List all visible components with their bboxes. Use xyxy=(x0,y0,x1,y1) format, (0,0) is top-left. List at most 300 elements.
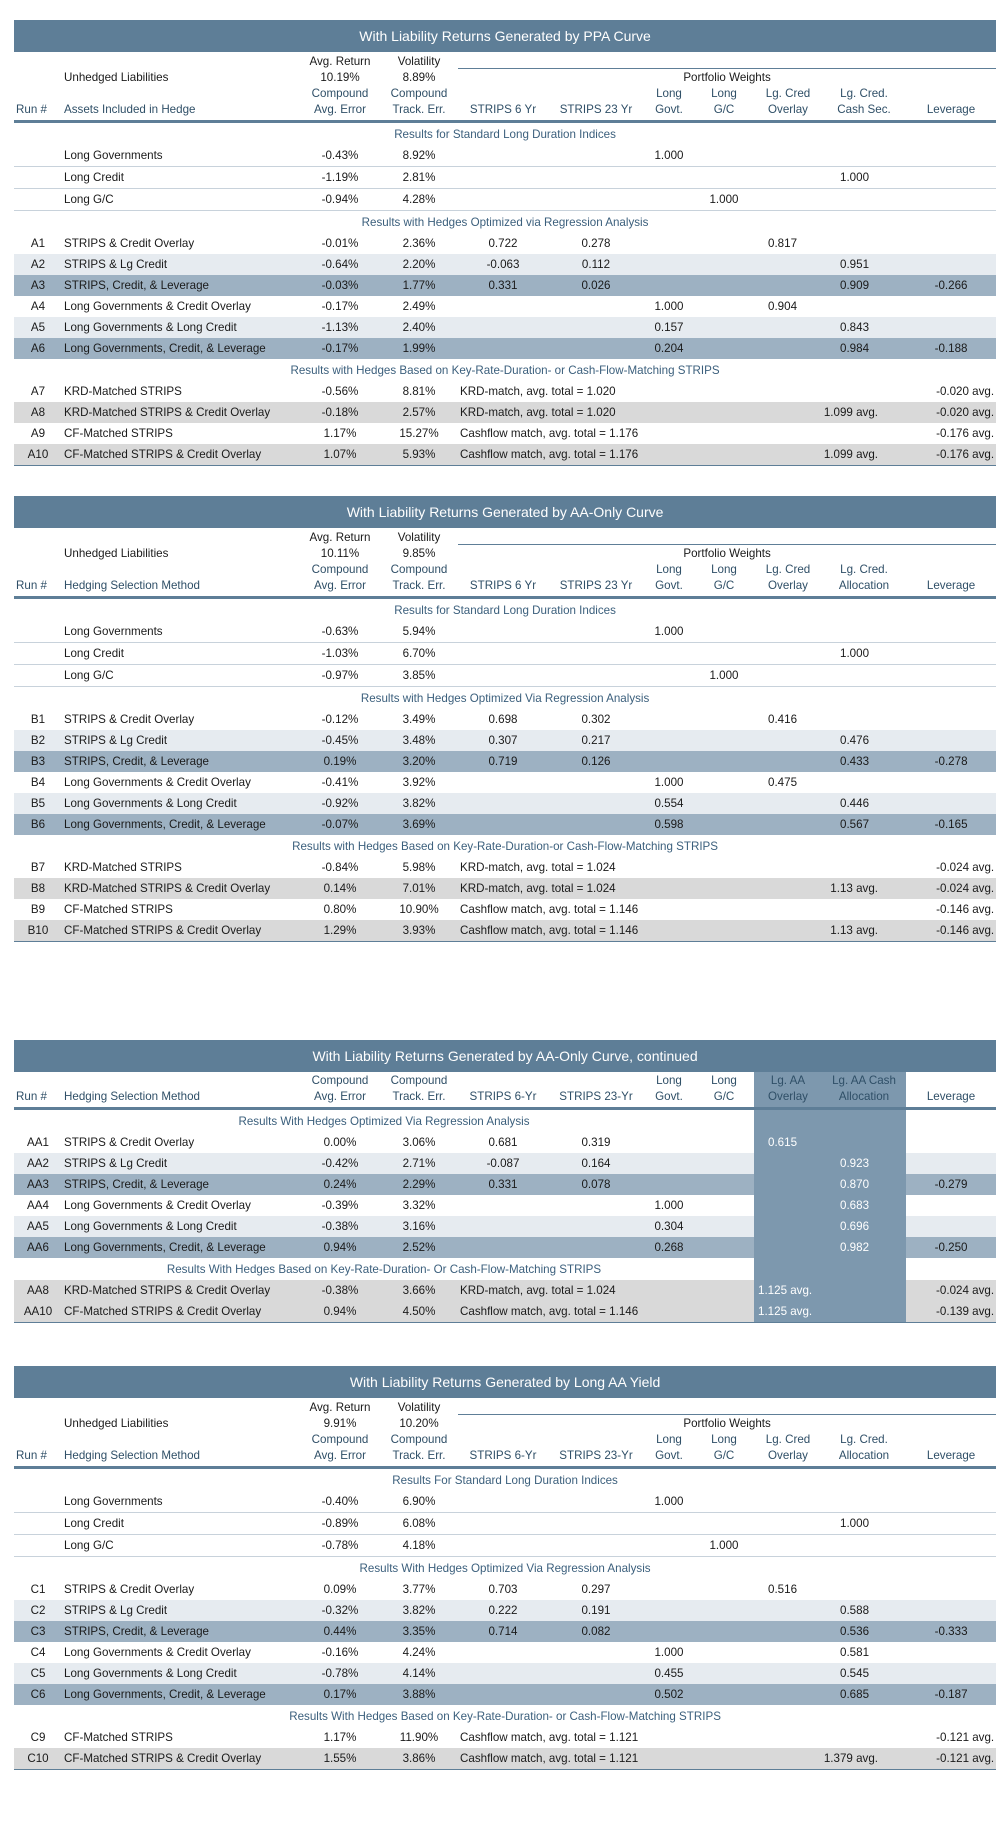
section-heading: Results For Standard Long Duration Indices xyxy=(392,1473,618,1487)
table-cell: 0.817 xyxy=(768,237,798,250)
col-header: Leverage xyxy=(906,1447,996,1468)
table-cell: 6.90% xyxy=(380,1491,458,1513)
table-cell: B2 xyxy=(14,730,62,751)
col-header: Track. Err. xyxy=(380,1088,458,1109)
table-cell: 4.24% xyxy=(402,1646,436,1659)
table-cell: -0.07% xyxy=(300,814,380,835)
table-cell: 5.98% xyxy=(402,861,436,874)
section-heading: Results for Standard Long Duration Indices xyxy=(394,603,616,617)
table-cell: CF-Matched STRIPS xyxy=(64,1731,173,1744)
table-cell: 0.078 xyxy=(548,1174,644,1195)
table-cell: Long Governments & Long Credit xyxy=(62,793,300,814)
col-header: Leverage xyxy=(906,577,996,598)
table-cell: STRIPS & Lg Credit xyxy=(62,730,300,751)
table-cell: 1.000 xyxy=(644,621,694,643)
table-cell: 3.20% xyxy=(380,751,458,772)
table-cell xyxy=(694,1621,754,1642)
table-title: With Liability Returns Generated by Long AA Yield xyxy=(14,1366,996,1398)
table-cell: Cashflow match, avg. total = 1.176 xyxy=(460,427,639,440)
table-cell xyxy=(906,1513,996,1535)
table-row xyxy=(14,1748,996,1770)
table-cell xyxy=(754,167,822,189)
table-cell: -0.024 avg. xyxy=(936,861,995,874)
table-cell xyxy=(694,275,754,296)
table-cell xyxy=(694,1491,754,1513)
col-header: Lg. Cred xyxy=(765,563,811,576)
table-cell xyxy=(822,1535,906,1557)
table-cell: 3.66% xyxy=(380,1280,458,1301)
table-cell: 0.112 xyxy=(548,254,644,275)
table-cell: STRIPS & Credit Overlay xyxy=(64,1583,195,1596)
table-row xyxy=(14,338,996,359)
table-cell: -0.020 avg. xyxy=(936,385,995,398)
table-cell: C4 xyxy=(30,1646,46,1659)
table-row xyxy=(14,317,996,338)
table-cell: -0.92% xyxy=(300,793,380,814)
table-cell: 1.99% xyxy=(380,338,458,359)
table-cell: -0.64% xyxy=(300,254,380,275)
table-cell: C3 xyxy=(14,1621,62,1642)
table-cell: B3 xyxy=(14,751,62,772)
col-header: Run # xyxy=(14,577,62,598)
table-cell: AA6 xyxy=(14,1237,62,1258)
section-heading: Results With Hedges Based on Key-Rate-Duration- or Cash-Flow-Matching STRIPS xyxy=(289,1709,721,1723)
section-heading: Results for Standard Long Duration Indices xyxy=(394,127,616,141)
table-cell xyxy=(906,189,996,211)
table-cell xyxy=(754,665,822,687)
table-cell xyxy=(754,857,906,878)
table-cell: AA8 xyxy=(14,1280,62,1301)
col-header: Compound xyxy=(311,1433,369,1446)
table-cell: C9 xyxy=(30,1731,46,1744)
section-heading: Results With Hedges Optimized Via Regression Analysis xyxy=(14,1557,996,1580)
table-cell xyxy=(694,709,754,730)
table-cell xyxy=(694,1642,754,1663)
table-cell xyxy=(14,145,62,167)
col-header: Lg. AA xyxy=(754,1072,822,1088)
table-cell xyxy=(548,772,644,793)
table-cell xyxy=(754,423,906,444)
table-cell xyxy=(754,1684,822,1705)
table-cell: 0.588 xyxy=(822,1600,906,1621)
table-cell: CF-Matched STRIPS & Credit Overlay xyxy=(62,920,300,942)
table-cell xyxy=(754,1535,822,1557)
table-cell: Cashflow match, avg. total = 1.146 xyxy=(458,1301,754,1323)
table-cell xyxy=(548,793,644,814)
table-cell: 3.86% xyxy=(380,1748,458,1770)
table-cell: B9 xyxy=(30,903,46,916)
table-cell: A2 xyxy=(14,254,62,275)
table-cell: 0.545 xyxy=(822,1663,906,1684)
table-row xyxy=(14,1153,996,1174)
table-cell: Long Governments xyxy=(62,621,300,643)
table-cell: 1.29% xyxy=(300,920,380,942)
table-cell xyxy=(694,730,754,751)
table-cell: KRD-Matched STRIPS xyxy=(64,861,182,874)
avg-return-value: 9.91% xyxy=(323,1417,357,1430)
table-cell: STRIPS, Credit, & Leverage xyxy=(62,751,300,772)
table-cell: B1 xyxy=(30,713,46,726)
table-cell xyxy=(822,189,906,211)
table-cell: 0.302 xyxy=(581,713,611,726)
table-row xyxy=(14,1579,996,1600)
table-cell: -0.84% xyxy=(321,861,359,874)
col-header: Run # xyxy=(14,1088,62,1109)
table-cell: 0.80% xyxy=(323,903,357,916)
table-cell: 1.13 avg. xyxy=(754,878,906,899)
table-cell xyxy=(906,1132,996,1153)
table-cell: 4.28% xyxy=(380,189,458,211)
table-cell: 0.026 xyxy=(548,275,644,296)
table-row xyxy=(14,878,996,899)
table-cell: KRD-match, avg. total = 1.020 xyxy=(458,402,754,423)
table-cell: 0.14% xyxy=(300,878,380,899)
table-cell xyxy=(754,254,822,275)
table-cell: 3.06% xyxy=(402,1136,436,1149)
table-cell: -0.43% xyxy=(300,145,380,167)
table-cell: -0.41% xyxy=(321,776,359,789)
table-cell xyxy=(754,643,822,665)
table-cell xyxy=(458,189,548,211)
table-cell: AA10 xyxy=(14,1301,62,1323)
section-heading: Results with Hedges Optimized via Regression Analysis xyxy=(14,211,996,234)
table-cell xyxy=(458,1216,548,1237)
table-cell xyxy=(754,145,822,167)
table-cell: KRD-match, avg. total = 1.020 xyxy=(460,385,616,398)
table-cell xyxy=(754,751,822,772)
table-cell xyxy=(754,189,822,211)
table-cell: 2.36% xyxy=(402,237,436,250)
table-cell: Long Credit xyxy=(62,1513,300,1535)
table-cell: 1.13 avg. xyxy=(754,920,906,942)
table-cell: 0.94% xyxy=(300,1237,380,1258)
table-cell: 0.722 xyxy=(488,237,518,250)
col-header: Lg. AA Cash xyxy=(822,1072,906,1088)
avg-return-label: Avg. Return xyxy=(309,1400,371,1414)
table-cell: 0.268 xyxy=(644,1237,694,1258)
table-cell xyxy=(548,1513,644,1535)
table-cell: -0.176 avg. xyxy=(936,427,995,440)
table-cell xyxy=(548,1216,644,1237)
table-row xyxy=(14,254,996,275)
col-header: Govt. xyxy=(644,1447,694,1468)
table-cell: A8 xyxy=(14,402,62,423)
table-cell xyxy=(14,621,62,643)
table-cell: -1.19% xyxy=(300,167,380,189)
table-cell: 3.35% xyxy=(380,1621,458,1642)
table-row xyxy=(14,145,996,167)
table-title: With Liability Returns Generated by AA-Only Curve xyxy=(14,496,996,528)
table-cell xyxy=(754,1621,822,1642)
table-cell xyxy=(754,1195,822,1216)
table-cell: 0.502 xyxy=(644,1684,694,1705)
volatility-value: 9.85% xyxy=(402,547,436,560)
table-cell xyxy=(694,621,754,643)
table-cell: -0.89% xyxy=(300,1513,380,1535)
table-cell: 1.000 xyxy=(654,300,684,313)
table-cell: -0.03% xyxy=(300,275,380,296)
table-cell: 1.77% xyxy=(380,275,458,296)
table-cell: KRD-match, avg. total = 1.024 xyxy=(460,861,616,874)
table-cell: KRD-Matched STRIPS & Credit Overlay xyxy=(62,1280,300,1301)
table-cell: -0.16% xyxy=(321,1646,359,1659)
table-row xyxy=(14,1684,996,1705)
table-cell xyxy=(644,1621,694,1642)
table-cell: 4.50% xyxy=(380,1301,458,1323)
table-cell: Long Credit xyxy=(62,643,300,665)
table-row xyxy=(14,381,996,402)
table-cell: Long Governments & Credit Overlay xyxy=(64,1199,251,1212)
table-cell xyxy=(754,621,822,643)
table-cell: -0.187 xyxy=(906,1684,996,1705)
table-cell: -0.266 xyxy=(906,275,996,296)
table-cell xyxy=(754,1513,822,1535)
table-cell: 0.683 xyxy=(822,1195,906,1216)
table-cell xyxy=(694,1684,754,1705)
table-row xyxy=(14,751,996,772)
table-cell: B6 xyxy=(14,814,62,835)
table-cell: CF-Matched STRIPS & Credit Overlay xyxy=(62,444,300,466)
table-row xyxy=(14,709,996,730)
table-cell xyxy=(14,1535,62,1557)
table-cell xyxy=(548,338,644,359)
table-cell: AA2 xyxy=(14,1153,62,1174)
table-cell: C5 xyxy=(14,1663,62,1684)
col-header: G/C xyxy=(694,1088,754,1109)
table-cell: -0.279 xyxy=(906,1174,996,1195)
table-cell: STRIPS & Credit Overlay xyxy=(64,237,195,250)
table-cell: 1.099 avg. xyxy=(754,444,906,466)
table-cell xyxy=(694,254,754,275)
table-cell: 0.307 xyxy=(458,730,548,751)
table-cell xyxy=(906,1600,996,1621)
table-cell: 0.615 xyxy=(754,1132,822,1153)
table-row xyxy=(14,423,996,444)
table-cell: 3.88% xyxy=(380,1684,458,1705)
col-header: Govt. xyxy=(644,1088,694,1109)
table-cell xyxy=(694,1237,754,1258)
table-row xyxy=(14,296,996,317)
table-cell xyxy=(548,1195,644,1216)
table-cell: CF-Matched STRIPS & Credit Overlay xyxy=(62,1301,300,1323)
table-cell: Long Governments, Credit, & Leverage xyxy=(62,1237,300,1258)
table-cell: 1.099 avg. xyxy=(754,402,906,423)
table-cell xyxy=(906,643,996,665)
table-row xyxy=(14,730,996,751)
table-cell xyxy=(644,189,694,211)
table-cell: 2.29% xyxy=(380,1174,458,1195)
table-row xyxy=(14,857,996,878)
table-row xyxy=(14,402,996,423)
table-cell xyxy=(458,793,548,814)
table-cell: 1.000 xyxy=(654,1646,684,1659)
table-cell xyxy=(906,1491,996,1513)
table-cell: Cashflow match, avg. total = 1.121 xyxy=(460,1731,639,1744)
table-cell xyxy=(694,1132,754,1153)
table-cell xyxy=(694,1663,754,1684)
table-cell: 2.52% xyxy=(380,1237,458,1258)
portfolio-weights-label: Portfolio Weights xyxy=(458,545,996,562)
section-heading: Results With Hedges Based on Key-Rate-Duration- Or Cash-Flow-Matching STRIPS xyxy=(166,1262,602,1276)
unhedged-label: Unhedged Liabilities xyxy=(64,71,169,84)
table-cell xyxy=(458,296,548,317)
table-cell xyxy=(644,1579,694,1600)
col-header: Overlay xyxy=(754,101,822,122)
table-cell xyxy=(906,296,996,317)
table-cell: B10 xyxy=(14,920,62,942)
table-cell xyxy=(754,730,822,751)
table-cell: 1.379 avg. xyxy=(754,1748,906,1770)
table-cell: 1.000 xyxy=(644,1491,694,1513)
table-cell xyxy=(548,1642,644,1663)
table-cell: -0.087 xyxy=(458,1153,548,1174)
table-ppa-curve xyxy=(14,20,996,466)
table-cell xyxy=(906,1663,996,1684)
table-cell xyxy=(822,296,906,317)
table-cell: 1.125 avg. xyxy=(754,1301,822,1323)
table-cell: 3.48% xyxy=(380,730,458,751)
col-header: STRIPS 6 Yr xyxy=(458,101,548,122)
table-cell xyxy=(694,296,754,317)
table-cell: -0.18% xyxy=(300,402,380,423)
table-cell: -0.165 xyxy=(906,814,996,835)
table-cell: -0.42% xyxy=(300,1153,380,1174)
table-cell: -0.40% xyxy=(300,1491,380,1513)
table-cell: 7.01% xyxy=(380,878,458,899)
col-header: Avg. Error xyxy=(300,577,380,598)
table-cell: Long Governments & Long Credit xyxy=(62,317,300,338)
table-cell: 6.08% xyxy=(380,1513,458,1535)
table-cell: -0.78% xyxy=(300,1663,380,1684)
table-cell xyxy=(822,665,906,687)
table-cell: 0.714 xyxy=(458,1621,548,1642)
col-header: Avg. Error xyxy=(300,101,380,122)
table-cell xyxy=(644,167,694,189)
table-cell xyxy=(644,1153,694,1174)
table-cell: 10.90% xyxy=(399,903,439,916)
table-cell: 1.17% xyxy=(323,1731,357,1744)
table-cell: KRD-Matched STRIPS xyxy=(64,385,182,398)
table-cell: 0.191 xyxy=(548,1600,644,1621)
table-cell xyxy=(644,665,694,687)
table-cell: C6 xyxy=(14,1684,62,1705)
table-cell xyxy=(14,167,62,189)
table-row xyxy=(14,1174,996,1195)
table-cell: -0.188 xyxy=(906,338,996,359)
col-header: STRIPS 23-Yr xyxy=(548,1447,644,1468)
table-cell xyxy=(906,1642,996,1663)
table-cell: 0.581 xyxy=(840,1646,870,1659)
table-cell: -1.13% xyxy=(300,317,380,338)
table-cell: -0.63% xyxy=(300,621,380,643)
table-cell: Long Governments, Credit, & Leverage xyxy=(62,814,300,835)
table-cell: 0.696 xyxy=(822,1216,906,1237)
table-cell: -0.17% xyxy=(321,300,359,313)
table-cell: Long Credit xyxy=(62,167,300,189)
table-cell xyxy=(458,643,548,665)
table-cell: 3.69% xyxy=(380,814,458,835)
table-cell: 1.000 xyxy=(822,167,906,189)
col-header: Long xyxy=(711,563,737,576)
col-header: Govt. xyxy=(644,577,694,598)
col-header: Run # xyxy=(14,1447,62,1468)
section-heading: Results with Hedges Based on Key-Rate-Duration-or Cash-Flow-Matching STRIPS xyxy=(292,839,719,853)
table-cell: 1.000 xyxy=(694,1535,754,1557)
col-header: Track. Err. xyxy=(380,1447,458,1468)
table-cell xyxy=(822,1280,906,1301)
col-header: Avg. Error xyxy=(300,1088,380,1109)
table-cell xyxy=(644,1132,694,1153)
table-row xyxy=(14,1600,996,1621)
table-cell: C1 xyxy=(30,1583,46,1596)
table-cell xyxy=(754,899,906,920)
table-cell: 1.000 xyxy=(822,1513,906,1535)
table-cell: 0.082 xyxy=(548,1621,644,1642)
table-cell: 0.685 xyxy=(822,1684,906,1705)
table-cell: 4.18% xyxy=(380,1535,458,1557)
col-header: Allocation xyxy=(822,1088,906,1109)
table-cell xyxy=(694,772,754,793)
table-cell xyxy=(644,643,694,665)
avg-return-label: Avg. Return xyxy=(309,530,371,544)
table-row xyxy=(14,444,996,466)
table-cell: 0.567 xyxy=(822,814,906,835)
table-cell: 0.24% xyxy=(300,1174,380,1195)
avg-return-label: Avg. Return xyxy=(309,54,371,68)
table-cell xyxy=(694,1513,754,1535)
table-cell: A6 xyxy=(14,338,62,359)
table-cell: 8.92% xyxy=(380,145,458,167)
col-header: Cash Sec. xyxy=(822,101,906,122)
table-cell xyxy=(822,233,906,254)
table-cell: 0.475 xyxy=(768,776,798,789)
table-cell: -0.250 xyxy=(906,1237,996,1258)
table-cell xyxy=(694,793,754,814)
table-cell: CF-Matched STRIPS xyxy=(64,427,173,440)
table-cell: 0.94% xyxy=(300,1301,380,1323)
table-cell: 3.82% xyxy=(380,1600,458,1621)
table-cell: Long Governments & Credit Overlay xyxy=(64,1646,251,1659)
col-header: Long xyxy=(656,1074,682,1087)
table-cell: B4 xyxy=(30,776,46,789)
table-cell: 0.698 xyxy=(488,713,518,726)
table-cell xyxy=(906,1216,996,1237)
table-cell xyxy=(14,665,62,687)
table-cell: 1.000 xyxy=(644,145,694,167)
table-cell xyxy=(548,1491,644,1513)
table-cell xyxy=(548,1535,644,1557)
table-cell: 0.554 xyxy=(644,793,694,814)
table-cell: 4.14% xyxy=(380,1663,458,1684)
table-cell: Cashflow match, avg. total = 1.146 xyxy=(460,903,639,916)
table-cell: A7 xyxy=(30,385,46,398)
table-cell: -0.146 avg. xyxy=(936,903,995,916)
table-cell: A3 xyxy=(14,275,62,296)
table-cell: Long Governments, Credit, & Leverage xyxy=(62,338,300,359)
table-cell xyxy=(906,793,996,814)
col-header: Long xyxy=(656,563,682,576)
table-row xyxy=(14,1280,996,1301)
table-cell xyxy=(644,275,694,296)
col-header: Allocation xyxy=(822,1447,906,1468)
table-cell xyxy=(548,643,644,665)
col-header: STRIPS 23 Yr xyxy=(548,577,644,598)
table-cell: AA3 xyxy=(14,1174,62,1195)
table-cell: 0.17% xyxy=(300,1684,380,1705)
table-cell: 0.44% xyxy=(300,1621,380,1642)
table-cell: -0.121 avg. xyxy=(936,1731,995,1744)
table-cell xyxy=(822,621,906,643)
